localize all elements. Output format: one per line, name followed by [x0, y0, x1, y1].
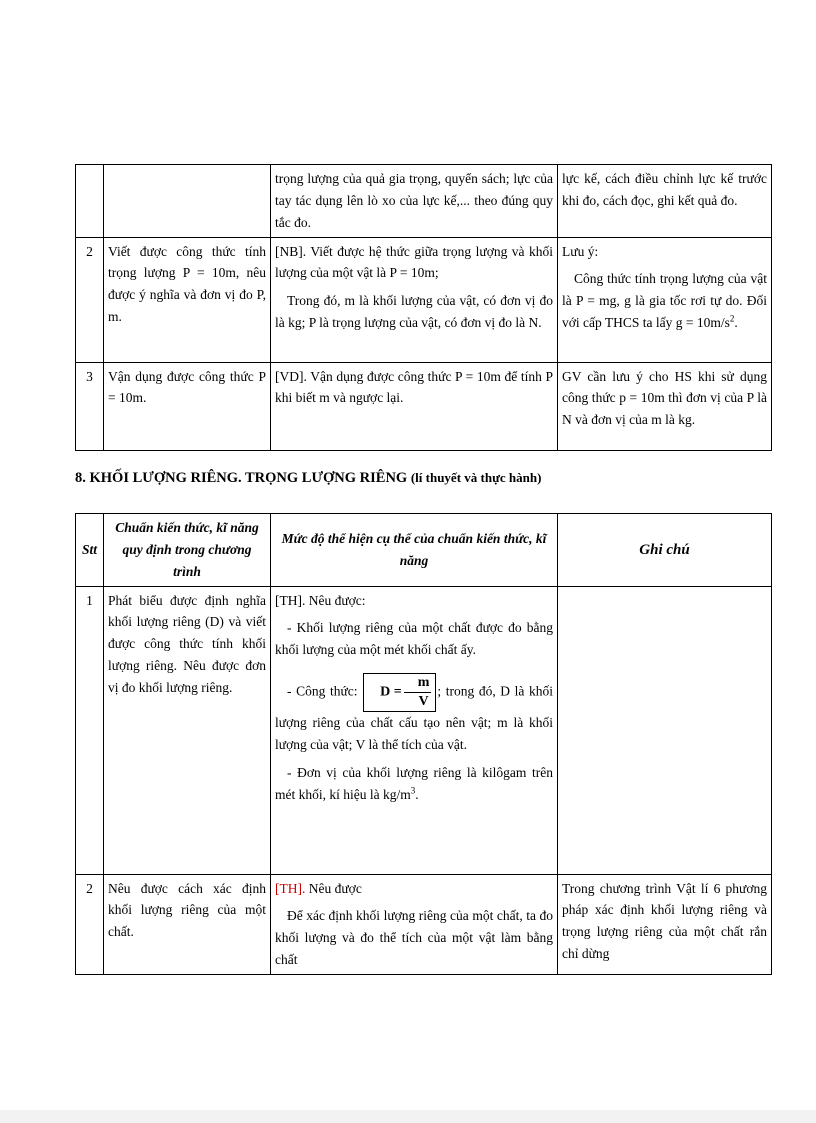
- density-standards-table: [75, 513, 772, 975]
- section-title: 8. KHỐI LƯỢNG RIÊNG. TRỌNG LƯỢNG RIÊNG: [75, 470, 411, 486]
- level-cell: trọng lượng của quả gia trọng, quyển sách; lực của tay tác dụng lên lò xo của lực kế,... theo đúng quy tắc đo.: [271, 165, 558, 238]
- unit-text: - Đơn vị của khối lượng riêng là kilôgam trên mét khối, kí hiệu là kg/m: [275, 764, 553, 802]
- exponent: 2: [729, 313, 735, 324]
- formula-numerator: m: [404, 676, 432, 693]
- formula-prefix: - Công thức:: [287, 683, 363, 699]
- level-text: - Khối lượng riêng của một chất được đo bằng khối lượng của một mét khối chất ấy.: [275, 620, 553, 658]
- stt-cell: 3: [76, 362, 104, 450]
- header-stt: Stt: [76, 514, 104, 587]
- unit-end: .: [415, 786, 419, 802]
- table-row: [76, 237, 772, 362]
- exponent: 3: [410, 785, 416, 796]
- page-bottom-edge: [0, 1110, 816, 1123]
- note-cell: GV cần lưu ý cho HS khi sử dụng công thức p = 10m thì đơn vị của P là N và đơn vị của m là kg.: [558, 362, 772, 450]
- standard-cell: Vận dụng được công thức P = 10m.: [104, 362, 271, 450]
- table-row: [76, 874, 772, 974]
- level-text: [275, 878, 553, 900]
- note-cell: [558, 586, 772, 874]
- level-tag-rest: Nêu được: [305, 880, 362, 896]
- formula-suffix: ; trong đó, D là khối lượng riêng của chất cấu tạo nên vật; m là khối lượng của vật; V là thể tích của vật.: [275, 683, 553, 753]
- header-note: Ghi chú: [558, 514, 772, 587]
- level-text: Trong đó, m là khối lượng của vật, có đơn vị đo là kg; P là trọng lượng của vật, có đơn vị đo là N.: [275, 293, 553, 331]
- level-tag: [TH].: [275, 880, 306, 896]
- table-header-row: [76, 514, 772, 587]
- formula-denominator: V: [418, 694, 429, 710]
- header-standard: Chuẩn kiến thức, kĩ năng quy định trong chương trình: [104, 514, 271, 587]
- note-text-end: .: [734, 315, 738, 331]
- stt-cell: 1: [76, 586, 104, 874]
- note-cell: Trong chương trình Vật lí 6 phương pháp xác định khối lượng riêng và trọng lượng riêng của một chất rắn chỉ dừng: [558, 874, 772, 974]
- stt-cell: [76, 165, 104, 238]
- standard-cell: Phát biểu được định nghĩa khối lượng riêng (D) và viết được công thức tính khối lượng riêng. Nêu được đơn vị đo khối lượng riêng.: [104, 586, 271, 874]
- stt-cell: 2: [76, 874, 104, 974]
- table-row: [76, 362, 772, 450]
- note-label: Lưu ý:: [562, 243, 599, 259]
- note-text: [562, 268, 767, 334]
- level-cell: [VD]. Vận dụng được công thức P = 10m để tính P khi biết m và ngược lại.: [271, 362, 558, 450]
- standards-table-continued: [75, 164, 772, 451]
- unit-paragraph: [275, 762, 553, 806]
- standard-cell: [104, 165, 271, 238]
- level-text: [NB]. Viết được hệ thức giữa trọng lượng và khối lượng của một vật là P = 10m;: [275, 243, 553, 281]
- level-cell: [271, 237, 558, 362]
- formula-fraction: [404, 676, 432, 709]
- formula-lhs: D =: [380, 684, 402, 700]
- header-level: Mức độ thể hiện cụ thể của chuẩn kiến thức, kĩ năng: [271, 514, 558, 587]
- density-formula: [363, 673, 436, 712]
- standard-cell: Nêu được cách xác định khối lượng riêng của một chất.: [104, 874, 271, 974]
- note-cell: [558, 237, 772, 362]
- table-row: [76, 586, 772, 874]
- formula-paragraph: [275, 673, 553, 756]
- stt-cell: 2: [76, 237, 104, 362]
- note-cell: lực kế, cách điều chỉnh lực kế trước khi đo, cách đọc, ghi kết quả đo.: [558, 165, 772, 238]
- level-text: Để xác định khối lượng riêng của một chất, ta đo khối lượng và đo thể tích của một vật làm bằng chất: [275, 908, 553, 968]
- table-row: [76, 165, 772, 238]
- section-subtitle: (lí thuyết và thực hành): [410, 470, 542, 485]
- note-text-main: Công thức tính trọng lượng của vật là P = mg, g là gia tốc rơi tự do. Đối với cấp THCS ta lấy g = 10m/s: [562, 271, 767, 331]
- level-cell: [271, 586, 558, 874]
- standard-cell: Viết được công thức tính trọng lượng P = 10m, nêu được ý nghĩa và đơn vị đo P, m.: [104, 237, 271, 362]
- level-text: [TH]. Nêu được:: [275, 592, 366, 608]
- section-heading: [75, 467, 771, 490]
- level-cell: [271, 874, 558, 974]
